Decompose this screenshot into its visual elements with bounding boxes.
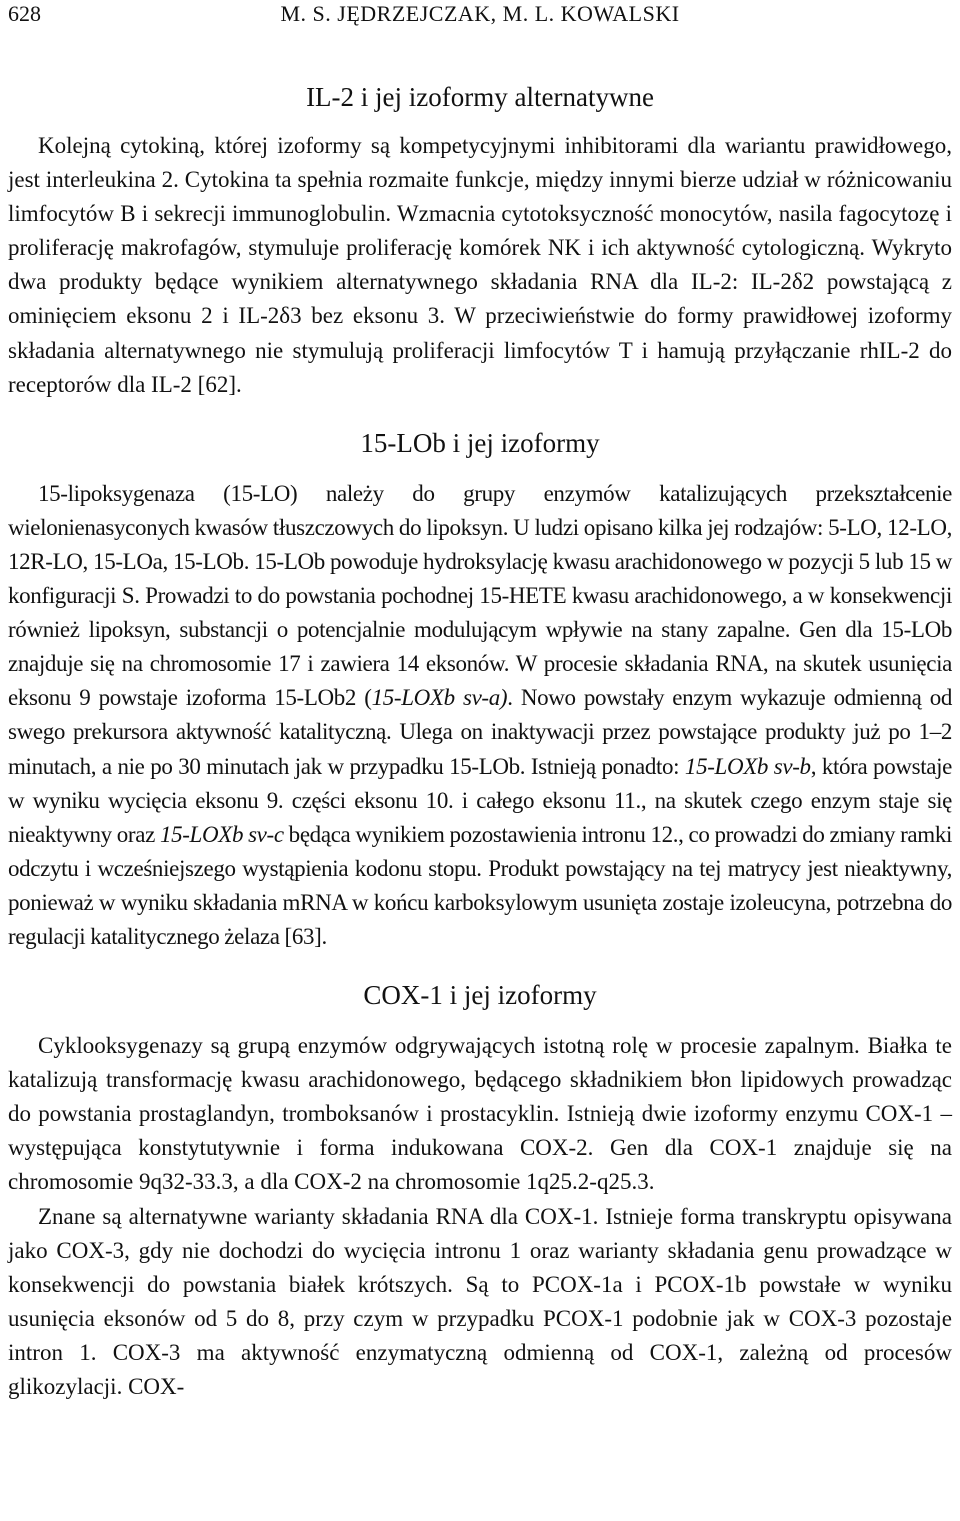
page-number: 628 <box>8 1 41 26</box>
running-head: M. S. JĘDRZEJCZAK, M. L. KOWALSKI <box>280 1 680 26</box>
paragraph-15lob <box>8 477 952 954</box>
paragraph-15lob-text-2: . Nowo powstały enzym wykazuje odmienną od swego prekursora aktywność katalityczną. Ulega on inaktywacji przez powstające produkty już po 1–2 minutach, a nie po 30 minutach jak w przypadku 15-LOb. Istnieją ponadto: <box>8 685 953 779</box>
paragraph-15lob-text-3: , która powstaje w wyniku wycięcia eksonu 9. części eksonu 10. i całego eksonu 11., na skutek czego enzym staje się nieaktywny oraz <box>8 753 952 847</box>
paragraph-15lob-text-1: 15-lipoksygenaza (15-LO) należy do grupy enzymów katalizujących przekształcenie wielonienasyconych kwasów tłuszczowych do lipoksyn. U ludzi opisano kilka jej rodzajów: 5-LO, 12-LO, 12R-LO, 15-LOa, 15-LOb. 15-LOb powoduje hydroksylację kwasu arachidonowego w pozycji 5 lub 15 w konfiguracji S. Prowadzi to do powstania pochodnej 15-HETE kwasu arachidonowego, a w konsekwencji również lipoksyn, substancji o potencjalnie modulującym wpływie na stany zapalne. Gen dla 15-LOb znajduje się na chromosomie 17 i zawiera 14 eksonów. W procesie składania RNA, na skutek usunięcia eksonu 9 powstaje izoforma 15-LOb2 ( <box>8 480 952 711</box>
italic-term-15loxb-sv-b: 15-LOXb sv-b <box>684 753 811 779</box>
section-title-il2: IL-2 i jej izoformy alternatywne <box>306 82 654 112</box>
section-title-15lob: 15-LOb i jej izoformy <box>360 427 600 458</box>
paragraph-cox1-1: Cyklooksygenazy są grupą enzymów odgrywających istotną rolę w procesie zapalnym. Białka te katalizują transformację kwasu arachidonowego, będącego składnikiem błon lipidowych prowadząc do powstania prostaglandyn, tromboksanów i prostacyklin. Istnieją dwie izoformy enzymu COX-1 – występująca konstytutywnie i forma indukowana COX-2. Gen dla COX-1 znajduje się na chromosomie 9q32-33.3, a dla COX-2 na chromosomie 1q25.2-q25.3. <box>8 1033 952 1195</box>
paragraph-il2: Kolejną cytokiną, której izoformy są kompetycyjnymi inhibitorami dla wariantu prawidłowego, jest interleukina 2. Cytokina ta spełnia rozmaite funkcje, między innymi bierze udział w różnicowaniu limfocytów B i sekrecji immunoglobulin. Wzmacnia cytotoksyczność monocytów, nasila fagocytozę i proliferację makrofagów, stymuluje proliferację komórek NK i ich aktywność cytologiczną. Wykryto dwa produkty będące wynikiem alternatywnego składania RNA dla IL-2: IL-2δ2 powstającą z ominięciem eksonu 2 i IL-2δ3 bez eksonu 3. W przeciwieństwie do formy prawidłowej izoformy składania alternatywnego nie stymulują proliferacji limfocytów T i hamują przyłączanie rhIL-2 do receptorów dla IL-2 [62]. <box>8 133 952 397</box>
italic-term-15loxb-sv-a: 15-LOXb sv-a) <box>371 685 508 711</box>
italic-term-15loxb-sv-c: 15-LOXb sv-c <box>159 821 284 847</box>
page-header <box>8 0 952 29</box>
article-body <box>8 80 952 1404</box>
paragraph-cox1-2: Znane są alternatywne warianty składania RNA dla COX-1. Istnieje forma transkryptu opisywana jako COX-3, gdy nie dochodzi do wycięcia intronu 1 oraz warianty składania genu prowadzące w konsekwencji do powstania białek krótszych. Są to PCOX-1a i PCOX-1b powstałe w wyniku usunięcia eksonów od 5 do 8, przy czym w przypadku PCOX-1 podobnie jak w COX-3 pozostaje intron 1. COX-3 ma aktywność enzymatyczną odmienną od COX-1, zależną od procesów glikozylacji. COX- <box>8 1203 952 1399</box>
section-title-cox1: COX-1 i jej izoformy <box>363 980 597 1011</box>
paragraph-15lob-text-4: będąca wynikiem pozostawienia intronu 12., co prowadzi do zmiany ramki odczytu i wcześniejszego wystąpienia kodonu stopu. Produkt powstający na tej matrycy jest nieaktywny, ponieważ w wyniku składania mRNA w końcu karboksylowym usunięta zostaje izoleucyna, potrzebna do regulacji katalitycznego żelaza [63]. <box>8 821 953 949</box>
